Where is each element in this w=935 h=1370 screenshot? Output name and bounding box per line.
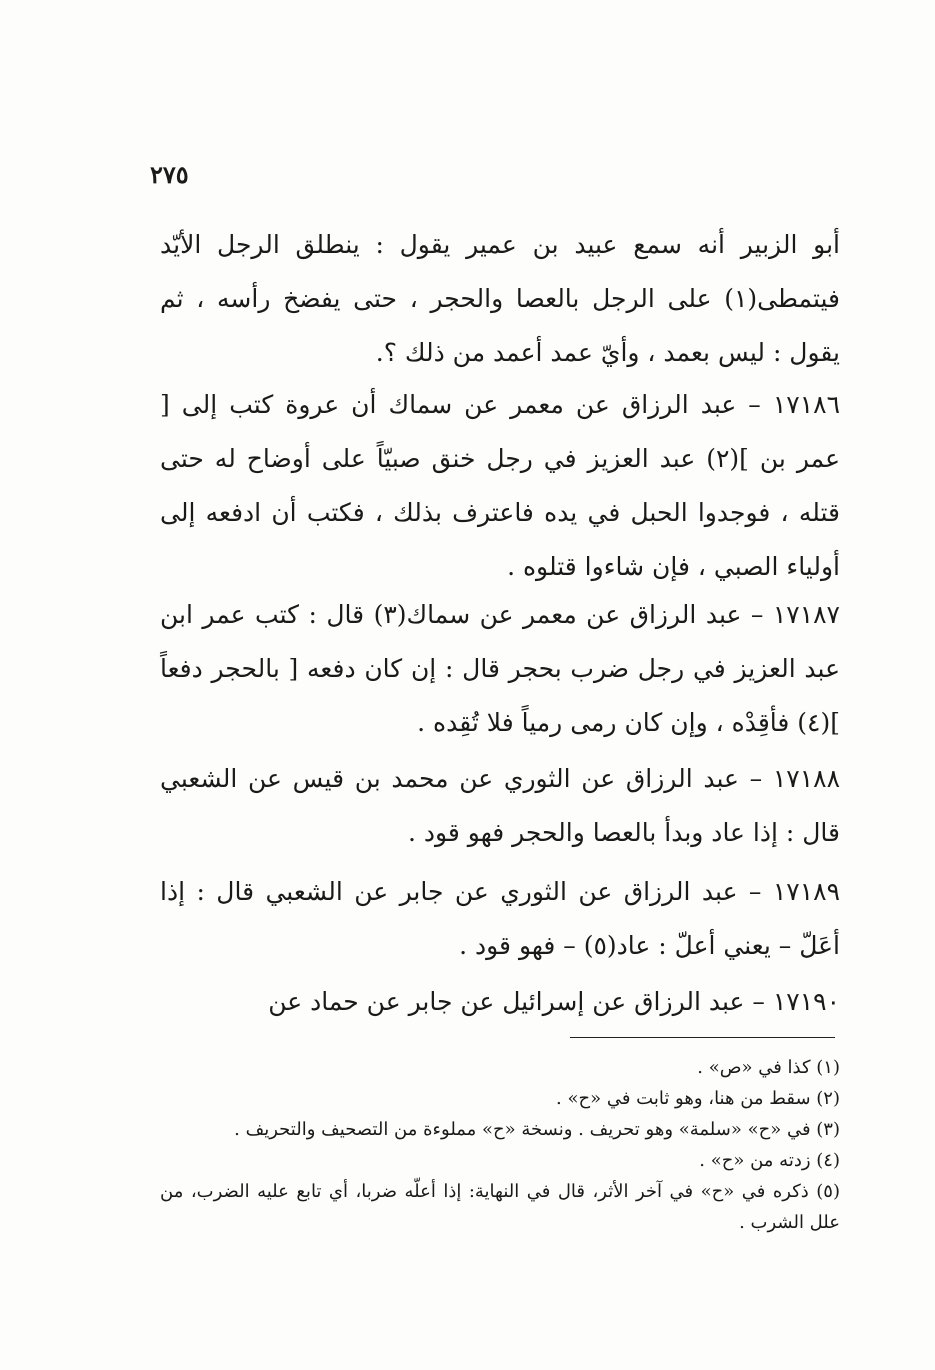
footnotes [160,1052,840,1238]
hadith-17187: ١٧١٨٧ – عبد الرزاق عن معمر عن سماك(٣) قال : كتب عمر ابن عبد العزيز في رجل ضرب بحجر قال : إن كان دفعه [ بالحجر دفعاً ](٤) فأقِدْه ، وإن كان رمى رمياً فلا تُقِده . [160,600,840,737]
hadith-17186: ١٧١٨٦ – عبد الرزاق عن معمر عن سماك أن عروة كتب إلى [ عمر بن ](٢) عبد العزيز في رجل خنق صبيّاً على أوضاح له حتى قتله ، فوجدوا الحبل في يده فاعترف بذلك ، فكتب أن ادفعه إلى أولياء الصبي ، فإن شاءوا قتلوه . [160,390,840,581]
hadith-17188: ١٧١٨٨ – عبد الرزاق عن الثوري عن محمد بن قيس عن الشعبي قال : إذا عاد وبدأ بالعصا والحجر فهو قود . [160,764,840,847]
footnote-5: (٥) ذكره في «ح» في آخر الأثر، قال في النهاية: إذا أعلّه ضربا، أي تابع عليه الضرب، من علل الشرب . [160,1181,840,1233]
footnote-4-line [160,1145,840,1176]
footnote-2: (٢) سقط من هنا، وهو ثابت في «ح» . [556,1088,840,1109]
footnote-1: (١) كذا في «ص» . [697,1057,840,1078]
footnote-4: (٤) زدته من «ح» . [699,1150,840,1171]
hadith-17189: ١٧١٨٩ – عبد الرزاق عن الثوري عن جابر عن الشعبي قال : إذا أعَلّ – يعني أعلّ : عاد(٥) – فهو قود . [160,877,840,960]
hadith-17190: ١٧١٩٠ – عبد الرزاق عن إسرائيل عن جابر عن حماد عن [268,987,840,1016]
paragraph-intro: أبو الزبير أنه سمع عبيد بن عمير يقول : ينطلق الرجل الأيّد فيتمطى(١) على الرجل بالعصا والحجر ، حتى يفضخ رأسه ، ثم يقول : ليس بعمد ، وأيّ عمد أعمد من ذلك ؟. [160,230,840,367]
page-number: ٢٧٥ [150,160,189,189]
footnote-3: (٣) في «ح» «سلمة» وهو تحريف . ونسخة «ح» مملوءة من التصحيف والتحريف . [234,1119,840,1140]
footnote-divider [570,1037,835,1038]
